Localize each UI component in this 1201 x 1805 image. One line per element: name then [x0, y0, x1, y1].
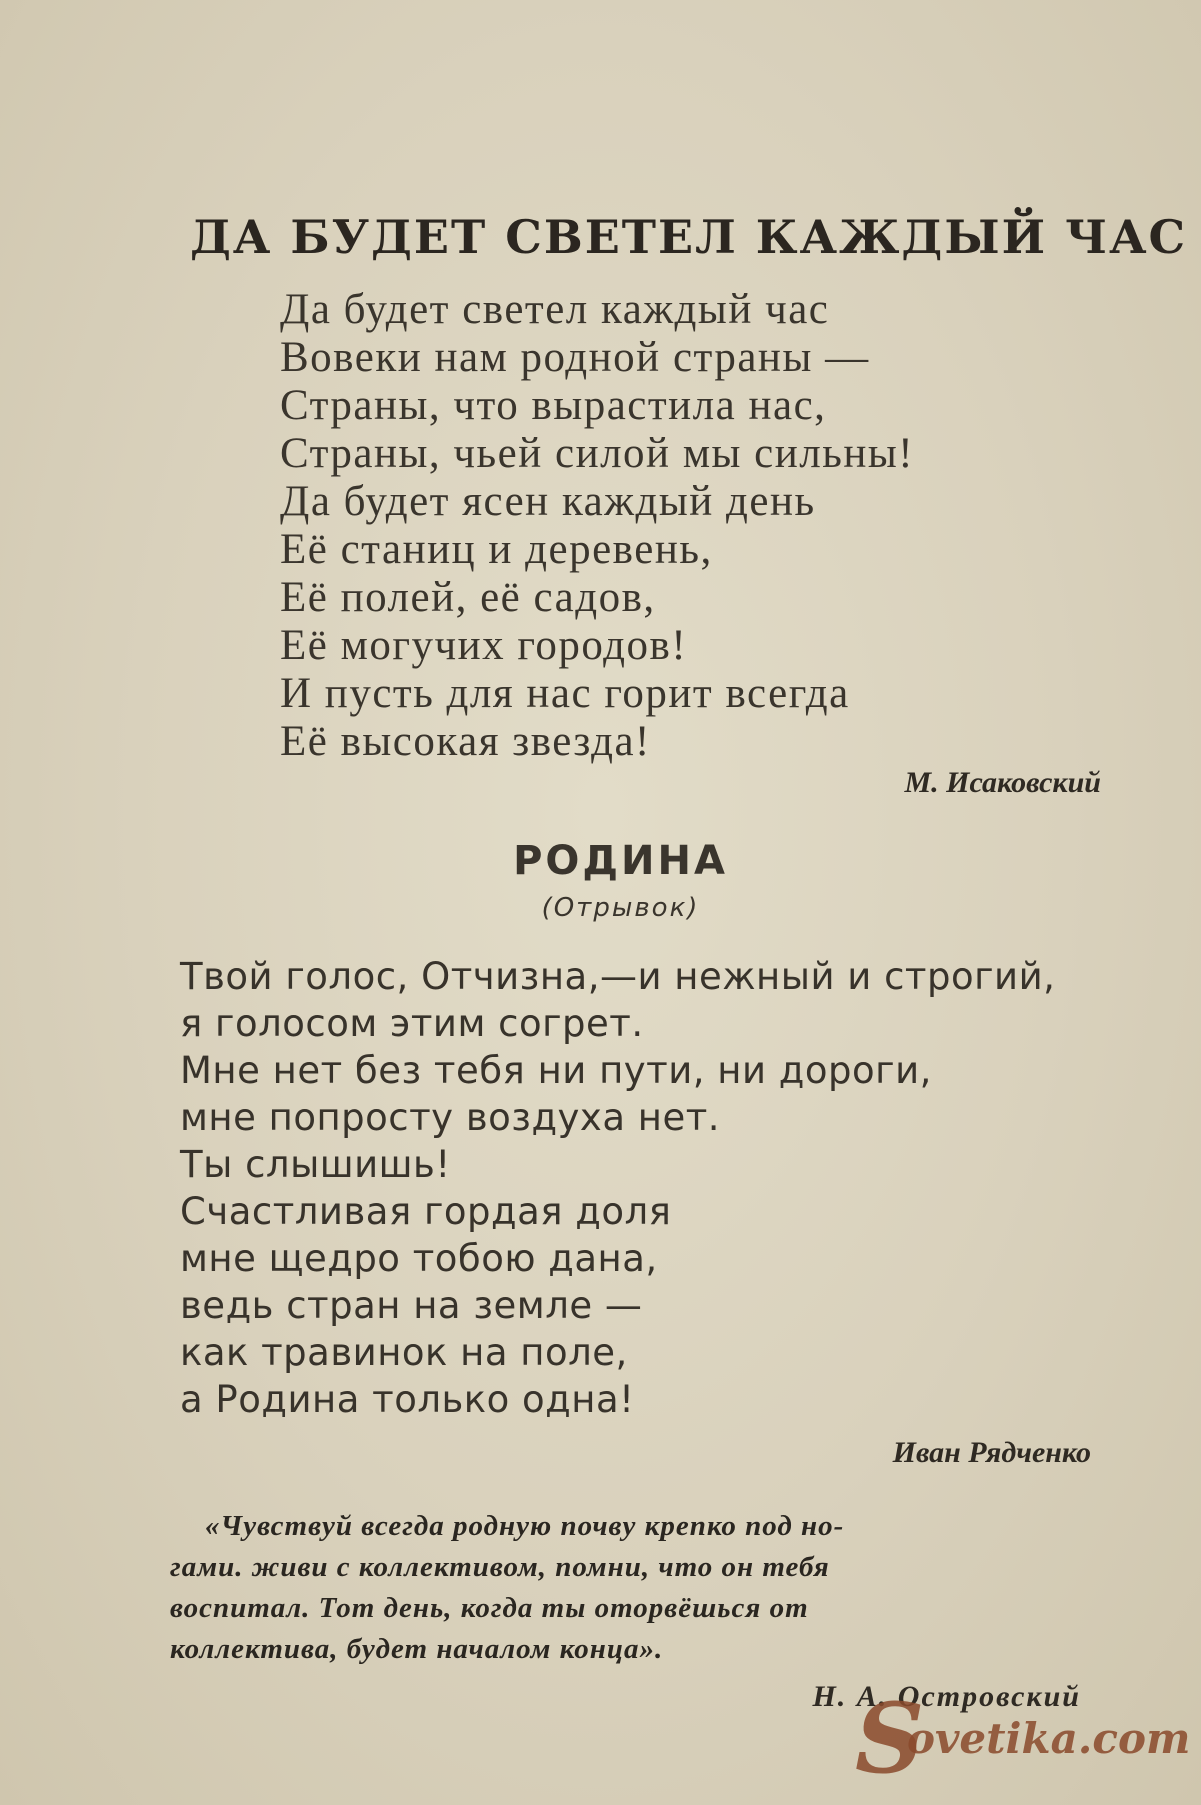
poem2-line: а Родина только одна! [180, 1378, 635, 1421]
poem1-line: Её высокая звезда! [280, 718, 651, 765]
poem1-author: М. Исаковский [904, 766, 1101, 799]
poem1-title: ДА БУДЕТ СВЕТЕЛ КАЖДЫЙ ЧАС [190, 210, 1188, 264]
quote-line: «Чувствуй всегда родную почву крепко под но- [205, 1510, 845, 1542]
quote-line: воспитал. Тот день, когда ты оторвёшься от [170, 1592, 809, 1624]
watermark-text: ovetika.com [907, 1714, 1191, 1763]
poem1-line: Вовеки нам родной страны — [280, 334, 870, 381]
poem2-line: Мне нет без тебя ни пути, ни дороги, [180, 1049, 932, 1092]
poem2-title: РОДИНА [513, 838, 728, 884]
poem2-line: ведь стран на земле — [180, 1284, 643, 1327]
poem1-line: Её полей, её садов, [280, 574, 656, 621]
poem2-line: как травинок на поле, [180, 1331, 628, 1374]
poem1-line: Да будет ясен каждый день [280, 478, 816, 525]
poem2-line: мне щедро тобою дана, [180, 1237, 658, 1280]
quote-line: гами. живи с коллективом, помни, что он тебя [170, 1551, 830, 1583]
poem2-line: мне попросту воздуха нет. [180, 1096, 721, 1139]
poem1-line: Страны, чьей силой мы сильны! [280, 430, 915, 477]
watermark-letter: S [855, 1682, 925, 1795]
poem2-line: я голосом этим согрет. [180, 1002, 644, 1045]
poem1-line: Её станиц и деревень, [280, 526, 713, 573]
quote-line: коллектива, будет началом конца». [170, 1633, 664, 1665]
poem2-line: Счастливая гордая доля [180, 1190, 672, 1233]
poem1-line: Её могучих городов! [280, 622, 688, 669]
poem2-line: Ты слышишь! [180, 1143, 451, 1186]
poem2-author: Иван Рядченко [892, 1436, 1091, 1469]
poem1-line: Да будет светел каждый час [280, 286, 830, 333]
sovetika-watermark [855, 1682, 1195, 1802]
poem1-line: И пусть для нас горит всегда [280, 670, 850, 717]
poem1-line: Страны, что вырастила нас, [280, 382, 827, 429]
poem2-line: Твой голос, Отчизна,—и нежный и строгий, [180, 955, 1056, 998]
poem2-subtitle: (Отрывок) [541, 893, 700, 923]
quote-author: Н. А. Островский [812, 1680, 1081, 1713]
